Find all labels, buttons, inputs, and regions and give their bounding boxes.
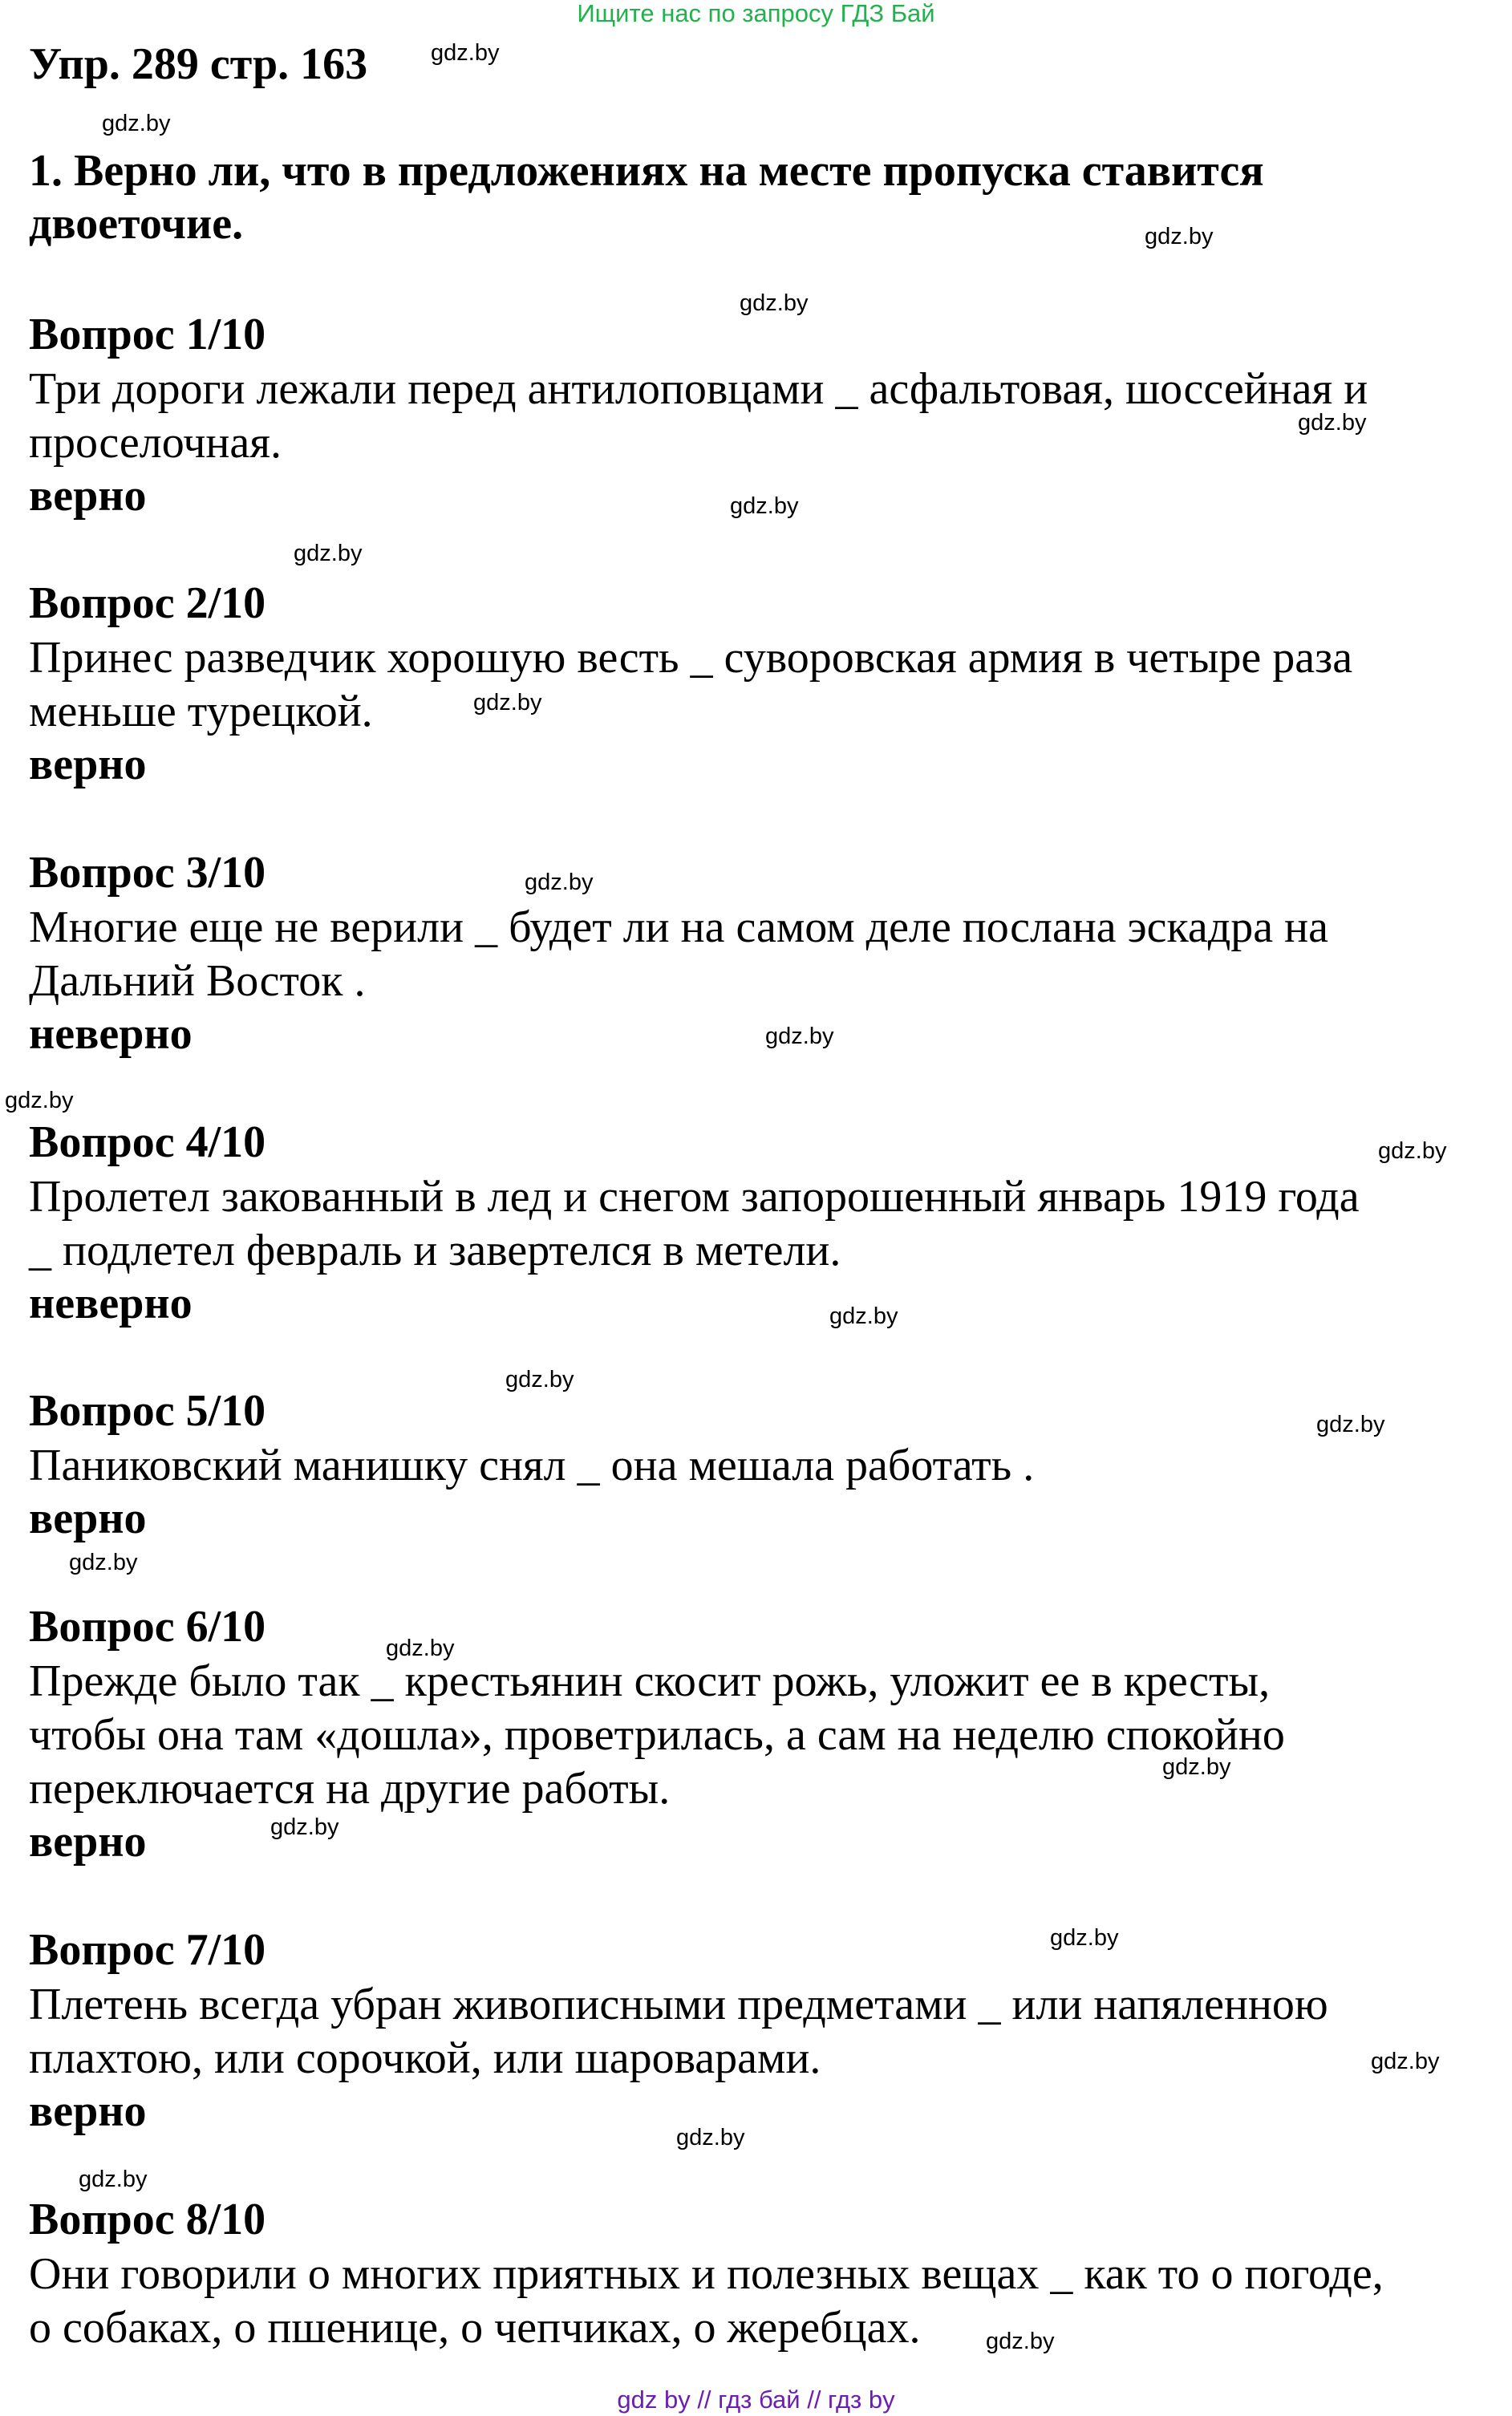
question-5-line-1: Паниковский манишку снял _ она мешала работать . xyxy=(29,1441,1035,1490)
watermark: gdz.by xyxy=(5,1088,74,1113)
watermark: gdz.by xyxy=(1378,1138,1447,1164)
question-8-line-1: Они говорили о многих приятных и полезных вещах _ как то о погоде, xyxy=(29,2249,1384,2299)
question-7-label: Вопрос 7/10 xyxy=(29,1925,266,1975)
question-7-answer: верно xyxy=(29,2086,147,2136)
question-6-line-2: чтобы она там «дошла», проветрилась, а сам на неделю спокойно xyxy=(29,1710,1285,1760)
watermark: gdz.by xyxy=(1145,224,1214,249)
watermark: gdz.by xyxy=(1298,410,1367,436)
watermark: gdz.by xyxy=(740,290,809,316)
question-4-label: Вопрос 4/10 xyxy=(29,1117,266,1167)
question-5-label: Вопрос 5/10 xyxy=(29,1386,266,1436)
footer-links: gdz by // гдз бай // гдз by xyxy=(617,2386,895,2414)
question-1-line-2: проселочная. xyxy=(29,418,282,468)
question-5-answer: верно xyxy=(29,1494,147,1543)
question-2-label: Вопрос 2/10 xyxy=(29,578,266,628)
watermark: gdz.by xyxy=(294,541,363,566)
question-6-line-3: переключается на другие работы. xyxy=(29,1764,671,1814)
watermark: gdz.by xyxy=(69,1550,138,1575)
page-title: Упр. 289 стр. 163 xyxy=(29,39,368,89)
question-3-label: Вопрос 3/10 xyxy=(29,848,266,898)
question-2-line-1: Принес разведчик хорошую весть _ суворовская армия в четыре раза xyxy=(29,633,1353,683)
question-1-answer: верно xyxy=(29,471,147,521)
question-2-line-2: меньше турецкой. xyxy=(29,687,373,736)
question-4-answer: неверно xyxy=(29,1279,193,1328)
watermark: gdz.by xyxy=(79,2167,148,2192)
watermark: gdz.by xyxy=(676,2125,745,2150)
watermark: gdz.by xyxy=(505,1367,574,1392)
watermark: gdz.by xyxy=(765,1024,834,1049)
watermark: gdz.by xyxy=(1316,1412,1385,1437)
question-8-line-2: о собаках, о пшенице, о чепчиках, о жеребцах. xyxy=(29,2303,921,2353)
question-3-line-1: Многие еще не верили _ будет ли на самом деле послана эскадра на xyxy=(29,902,1328,952)
watermark: gdz.by xyxy=(1371,2049,1440,2074)
watermark: gdz.by xyxy=(730,493,799,519)
question-8-label: Вопрос 8/10 xyxy=(29,2195,266,2244)
question-1-line-1: Три дороги лежали перед антилоповцами _ асфальтовая, шоссейная и xyxy=(29,364,1368,414)
watermark: gdz.by xyxy=(986,2329,1055,2354)
question-7-line-1: Плетень всегда убран живописными предметами _ или напяленною xyxy=(29,1980,1328,2029)
question-2-answer: верно xyxy=(29,740,147,789)
watermark: gdz.by xyxy=(1050,1925,1119,1951)
watermark: gdz.by xyxy=(386,1636,455,1661)
question-6-line-1: Прежде было так _ крестьянин скосит рожь, уложит ее в кресты, xyxy=(29,1656,1271,1706)
question-3-line-2: Дальний Восток . xyxy=(29,956,366,1006)
watermark: gdz.by xyxy=(473,690,542,715)
question-6-label: Вопрос 6/10 xyxy=(29,1602,266,1652)
question-4-line-2: _ подлетел февраль и завертелся в метели. xyxy=(29,1226,841,1275)
question-4-line-1: Пролетел закованный в лед и снегом запорошенный январь 1919 года xyxy=(29,1172,1360,1222)
watermark: gdz.by xyxy=(525,870,594,895)
watermark: gdz.by xyxy=(102,111,171,136)
top-banner: Ищите нас по запросу ГДЗ Бай xyxy=(577,0,935,27)
watermark: gdz.by xyxy=(829,1303,898,1329)
question-3-answer: неверно xyxy=(29,1009,193,1059)
question-7-line-2: плахтою, или сорочкой, или шароварами. xyxy=(29,2033,821,2083)
question-6-answer: верно xyxy=(29,1817,147,1867)
task-statement: 1. Верно ли, что в предложениях на месте пропуска ставится двоеточие. xyxy=(29,146,1264,249)
watermark: gdz.by xyxy=(431,40,500,66)
watermark: gdz.by xyxy=(1162,1754,1231,1780)
watermark: gdz.by xyxy=(270,1814,339,1840)
question-1-label: Вопрос 1/10 xyxy=(29,310,266,359)
